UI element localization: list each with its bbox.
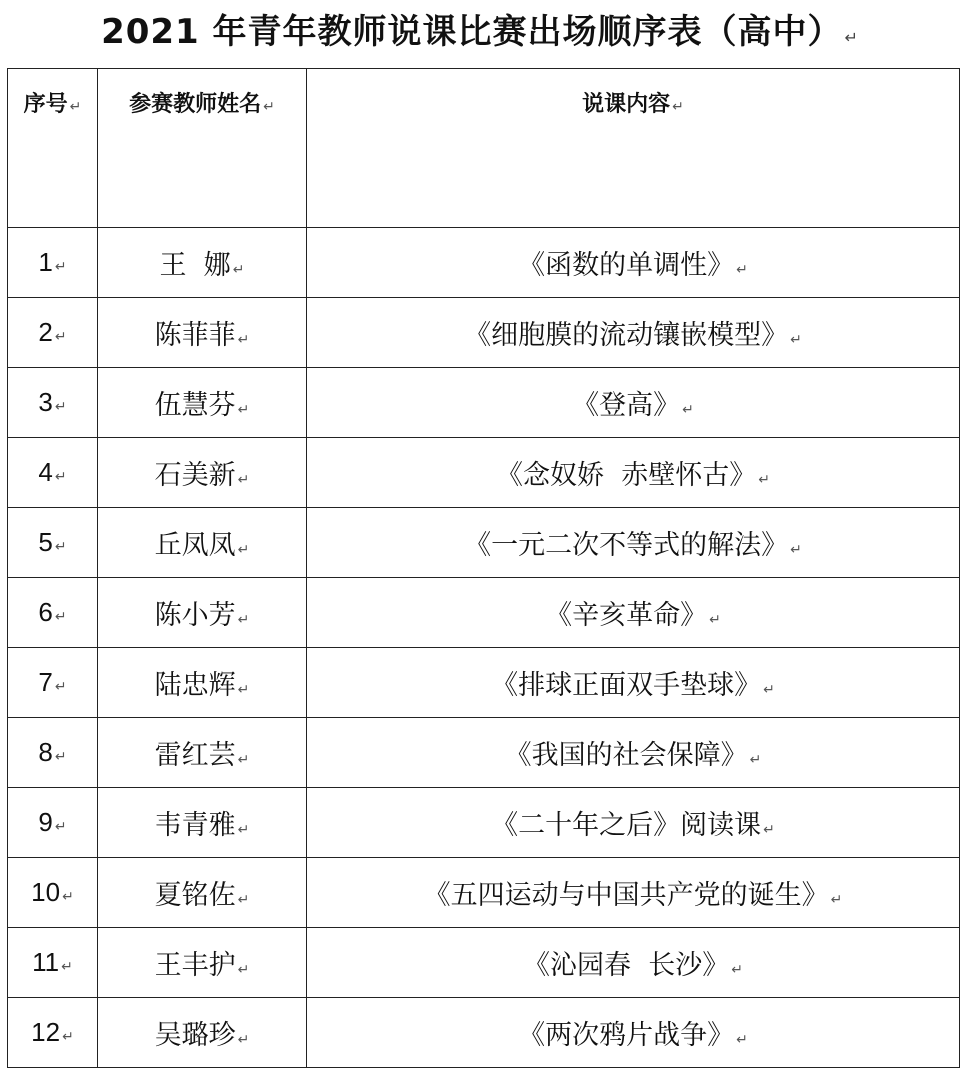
paragraph-mark-icon: ↵ [62,1029,74,1045]
cell-number [8,368,98,438]
paragraph-mark-icon: ↵ [237,472,250,488]
cell-topic-text: 《五四运动与中国共产党的诞生》 [423,880,829,911]
cell-teacher-text: 王丰护 [154,950,236,981]
title-text: 2021 年青年教师说课比赛出场顺序表（高中） [101,12,843,52]
cell-number [8,298,98,368]
table-row [8,438,960,508]
paragraph-mark-icon: ↵ [54,469,67,485]
paragraph-mark-icon: ↵ [830,892,843,908]
header-cell-number [8,69,98,228]
cell-number [8,228,98,298]
cell-topic [307,718,960,788]
cell-teacher [98,998,307,1068]
paragraph-mark-icon: ↵ [237,962,250,978]
paragraph-mark-icon: ↵ [682,402,694,418]
paragraph-mark-icon: ↵ [758,472,770,488]
cell-teacher-text: 吴璐珍 [154,1020,236,1051]
cell-number [8,928,98,998]
cell-number-text: 8 [38,737,53,767]
cell-topic [307,928,960,998]
cell-number-text: 7 [38,667,53,697]
cell-topic [307,858,960,928]
paragraph-mark-icon: ↵ [54,819,67,835]
cell-topic-text: 《排球正面双手垫球》 [491,670,762,701]
cell-teacher [98,858,307,928]
cell-teacher-text: 夏铭佐 [154,880,236,911]
cell-number-text: 3 [38,387,53,417]
paragraph-mark-icon: ↵ [54,609,67,625]
header-row [8,69,960,228]
cell-number [8,718,98,788]
cell-number-text: 2 [38,317,53,347]
paragraph-mark-icon: ↵ [263,99,275,115]
table-row [8,508,960,578]
cell-teacher [98,228,307,298]
cell-topic-text: 《两次鸦片战争》 [518,1020,735,1051]
header-label: 说课内容 [582,92,671,117]
cell-topic [307,648,960,718]
paragraph-mark-icon: ↵ [709,612,721,628]
cell-number-text: 11 [32,947,60,977]
cell-topic [307,998,960,1068]
cell-topic-text: 《一元二次不等式的解法》 [464,530,789,561]
cell-number [8,858,98,928]
table-row [8,998,960,1068]
cell-number-text: 9 [38,807,53,837]
paragraph-mark-icon: ↵ [54,259,67,275]
paragraph-mark-icon: ↵ [54,329,67,345]
table-row [8,718,960,788]
cell-number-text: 5 [38,527,53,557]
page-title [0,4,960,66]
cell-number-text: 4 [38,457,53,487]
cell-teacher-text: 陆忠辉 [154,670,236,701]
cell-topic-text: 《我国的社会保障》 [504,740,748,771]
cell-topic [307,508,960,578]
cell-teacher-text: 丘凤凤 [154,530,236,561]
cell-teacher-text: 陈小芳 [154,600,236,631]
cell-topic [307,368,960,438]
paragraph-mark-icon: ↵ [237,1032,250,1048]
cell-teacher [98,508,307,578]
cell-teacher [98,438,307,508]
paragraph-mark-icon: ↵ [237,332,250,348]
table-row [8,368,960,438]
table-row [8,928,960,998]
paragraph-mark-icon: ↵ [237,892,250,908]
paragraph-mark-icon: ↵ [62,889,74,905]
table-row [8,298,960,368]
paragraph-mark-icon: ↵ [736,1032,748,1048]
paragraph-mark-icon: ↵ [736,262,748,278]
cell-teacher-text: 雷红芸 [154,740,236,771]
cell-teacher-text: 陈菲菲 [154,320,236,351]
paragraph-mark-icon: ↵ [61,959,73,975]
cell-topic [307,298,960,368]
cell-topic-text: 《函数的单调性》 [518,250,735,281]
paragraph-mark-icon: ↵ [54,749,67,765]
paragraph-mark-icon: ↵ [790,542,802,558]
cell-number [8,648,98,718]
paragraph-mark-icon: ↵ [790,332,802,348]
cell-number-text: 1 [38,247,53,277]
cell-topic-text: 《念奴娇 赤壁怀古》 [496,460,757,491]
paragraph-mark-icon: ↵ [731,962,743,978]
table-row [8,788,960,858]
cell-number [8,998,98,1068]
paragraph-mark-icon: ↵ [232,262,245,278]
cell-topic [307,228,960,298]
cell-topic-text: 《二十年之后》阅读课 [491,810,762,841]
table-row [8,228,960,298]
cell-topic [307,438,960,508]
cell-teacher [98,788,307,858]
paragraph-mark-icon: ↵ [237,402,250,418]
cell-teacher [98,368,307,438]
header-label: 参赛教师姓名 [129,92,262,117]
paragraph-mark-icon: ↵ [237,612,250,628]
paragraph-mark-icon: ↵ [237,752,250,768]
cell-topic [307,788,960,858]
paragraph-mark-icon: ↵ [237,822,250,838]
paragraph-mark-icon: ↵ [844,28,859,47]
paragraph-mark-icon: ↵ [763,822,775,838]
header-label: 序号 [23,92,68,117]
paragraph-mark-icon: ↵ [237,682,250,698]
header-cell-teacher [98,69,307,228]
paragraph-mark-icon: ↵ [672,99,684,115]
cell-teacher [98,718,307,788]
paragraph-mark-icon: ↵ [54,679,67,695]
cell-number-text: 6 [38,597,53,627]
cell-number [8,578,98,648]
cell-topic-text: 《辛亥革命》 [545,600,708,631]
cell-number [8,508,98,578]
cell-topic-text: 《沁园春 长沙》 [523,950,730,981]
paragraph-mark-icon: ↵ [237,542,250,558]
cell-number [8,438,98,508]
table-row [8,858,960,928]
paragraph-mark-icon: ↵ [763,682,775,698]
cell-topic-text: 《登高》 [572,390,681,421]
paragraph-mark-icon: ↵ [69,99,82,115]
cell-teacher-text: 韦青雅 [154,810,236,841]
schedule-table [7,68,960,1068]
table-row [8,578,960,648]
cell-teacher-text: 石美新 [154,460,236,491]
cell-teacher [98,648,307,718]
paragraph-mark-icon: ↵ [54,539,67,555]
cell-number-text: 10 [31,877,61,907]
cell-topic [307,578,960,648]
cell-teacher [98,578,307,648]
cell-teacher [98,298,307,368]
cell-teacher [98,928,307,998]
cell-topic-text: 《细胞膜的流动镶嵌模型》 [464,320,789,351]
cell-number [8,788,98,858]
header-cell-topic [307,69,960,228]
paragraph-mark-icon: ↵ [749,752,762,768]
cell-teacher-text: 王 娜 [159,250,231,281]
cell-teacher-text: 伍慧芬 [154,390,236,421]
table-row [8,648,960,718]
paragraph-mark-icon: ↵ [54,399,67,415]
cell-number-text: 12 [31,1017,61,1047]
